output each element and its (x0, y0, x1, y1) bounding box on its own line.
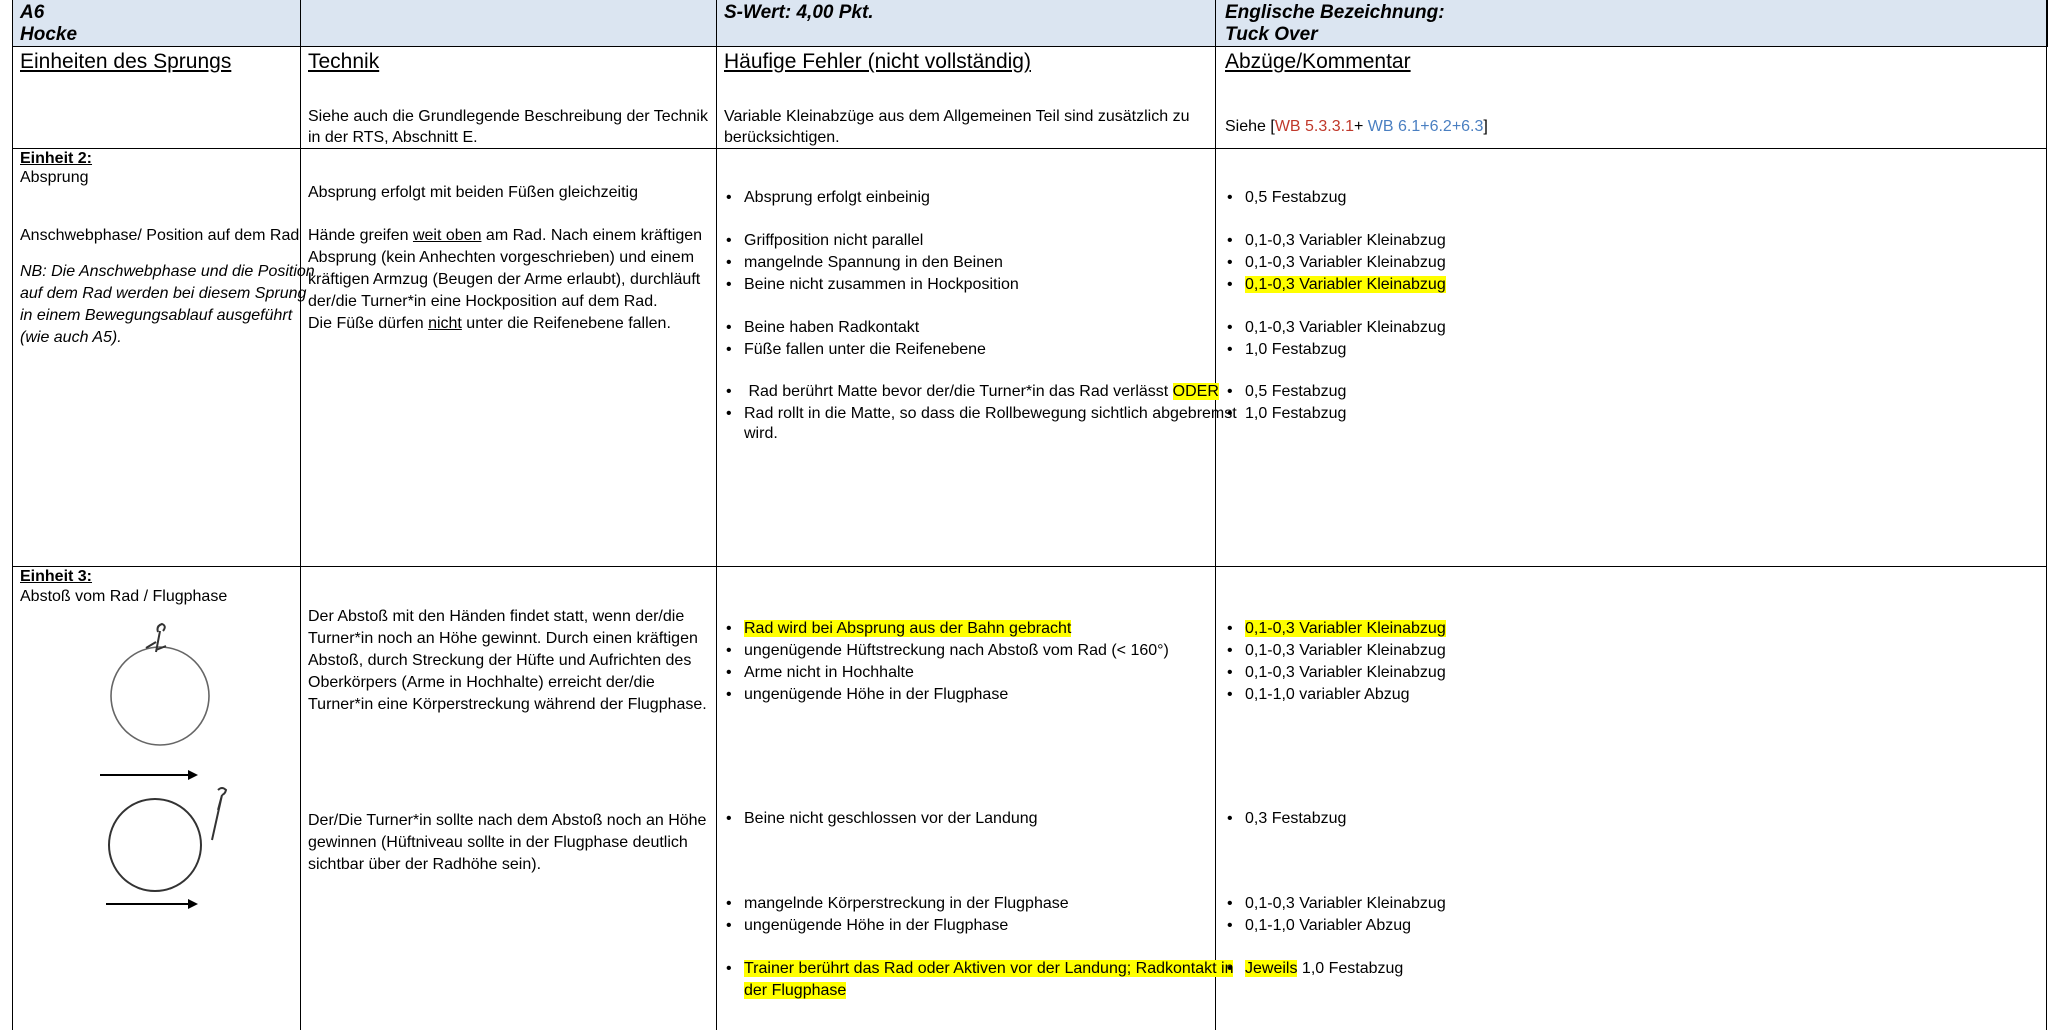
grid-line (1215, 0, 1216, 1030)
unit-3-technique-line: Der/Die Turner*in sollte nach dem Abstoß noch an Höhe (308, 812, 707, 829)
element-code: A6 (20, 2, 45, 23)
unit-2-technique-line: der/die Turner*in eine Hockposition auf dem Rad. (308, 293, 658, 310)
unit-2-deduction (1225, 274, 1446, 296)
unit-3-deduction: • 0,1-1,0 Variabler Abzug (1225, 915, 1411, 937)
wheel-circle (109, 799, 201, 891)
highlight-error: Trainer berührt das Rad oder Aktiven vor der Landung; Radkontakt in (744, 960, 1234, 977)
unit-2-error-item-cont: wird. (744, 425, 778, 442)
text-run: 1,0 Festabzug (1297, 960, 1404, 977)
s-value: S-Wert: 4,00 Pkt. (724, 2, 874, 23)
wheel-figure-flight (98, 780, 278, 915)
header-row (12, 0, 2048, 47)
unit-2-error-item: • Füße fallen unter die Reifenebene (724, 339, 986, 361)
wheel-figure-pushoff (92, 610, 282, 780)
unit-2-deduction: • 1,0 Festabzug (1225, 339, 1346, 361)
unit-3-deduction: • 0,1-1,0 variabler Abzug (1225, 684, 1410, 706)
highlight-oder: ODER (1172, 383, 1219, 400)
reference-plus: + (1353, 118, 1368, 135)
unit-3-error-item (724, 618, 1071, 640)
unit-3-technique-line: Der Abstoß mit den Händen findet statt, wenn der/die (308, 608, 685, 625)
unit-2-note-line: NB: Die Anschwebphase und die Position (20, 263, 315, 280)
unit-2-title: Einheit 2: (20, 150, 93, 167)
unit-2-error-item: • mangelnde Spannung in den Beinen (724, 252, 1003, 274)
unit-3-deduction (1225, 958, 1403, 980)
grid-line (716, 0, 717, 1030)
errors-intro-line: Variable Kleinabzüge aus dem Allgemeinen Teil sind zusätzlich zu (724, 108, 1190, 125)
unit-3-error-item: • mangelnde Körperstreckung in der Flugphase (724, 893, 1069, 915)
english-label: Englische Bezeichnung: (1225, 2, 1445, 23)
unit-3-technique-line: sichtbar über der Radhöhe sein). (308, 856, 542, 873)
unit-3-error-item: • Arme nicht in Hochhalte (724, 662, 914, 684)
gymnast-stickfigure (212, 788, 226, 840)
unit-2-technique-line: kräftigen Armzug (Beugen der Arme erlaubt), durchläuft (308, 271, 701, 288)
unit-2-note-line: in einem Bewegungsablauf ausgeführt (20, 307, 293, 324)
unit-3-error-item: • ungenügende Höhe in der Flugphase (724, 915, 1008, 937)
text-run: unter die Reifenebene fallen. (461, 315, 671, 332)
column-header-technique: Technik (308, 50, 380, 73)
unit-2-error-item: • Rad rollt in die Matte, so dass die Rollbewegung sichtlich abgebremst (724, 403, 1237, 425)
unit-3-error-item-cont (744, 980, 846, 1002)
unit-3-title: Einheit 3: (20, 568, 93, 585)
highlight-jeweils: Jeweils (1245, 960, 1298, 977)
unit-3-technique-line: gewinnen (Hüftniveau sollte in der Flugphase deutlich (308, 834, 688, 851)
unit-2-technique-line (308, 225, 702, 247)
unit-3-deduction: • 0,3 Festabzug (1225, 808, 1346, 830)
unit-3-error-item: • Beine nicht geschlossen vor der Landung (724, 808, 1038, 830)
reference-suffix: ] (1483, 118, 1488, 135)
unit-3-technique-line: Oberkörpers (Arme in Hochhalte) erreicht der/die (308, 674, 655, 691)
evaluation-table (12, 0, 2048, 1030)
unit-3-subtitle: Abstoß vom Rad / Flugphase (20, 588, 228, 605)
text-run: am Rad. Nach einem kräftigen (481, 227, 703, 244)
unit-3-error-item: • ungenügende Hüftstreckung nach Abstoß vom Rad (< 160°) (724, 640, 1169, 662)
technique-intro-line: Siehe auch die Grundlegende Beschreibung der Technik (308, 108, 708, 125)
unit-3-technique-line: Turner*in eine Körperstreckung während der Flugphase. (308, 696, 707, 713)
unit-2-technique-line (308, 313, 671, 335)
wheel-circle (111, 647, 209, 745)
unit-2-error-item: • Griffposition nicht parallel (724, 230, 923, 252)
unit-2-note-line: auf dem Rad werden bei diesem Sprung (20, 285, 307, 302)
reference-link-wb-5331: WB 5.3.3.1 (1274, 118, 1354, 135)
reference-prefix: Siehe [ (1225, 118, 1275, 135)
element-name: Hocke (20, 24, 78, 45)
unit-2-note-line: (wie auch A5). (20, 329, 122, 346)
grid-line (2046, 0, 2047, 1030)
unit-3-deduction: • 0,1-0,3 Variabler Kleinabzug (1225, 640, 1446, 662)
reference-link-wb-61: WB 6.1+6.2+6.3 (1367, 118, 1484, 135)
unit-2-deduction: • 0,1-0,3 Variabler Kleinabzug (1225, 317, 1446, 339)
technique-intro-line: in der RTS, Abschnitt E. (308, 129, 478, 146)
highlight-error: der Flugphase (744, 982, 847, 999)
grid-line (12, 46, 2047, 47)
unit-2-deduction: • 0,5 Festabzug (1225, 381, 1346, 403)
text-run: Die Füße dürfen (308, 315, 429, 332)
unit-3-technique-line: Turner*in noch an Höhe gewinnt. Durch einen kräftigen (308, 630, 698, 647)
text-run: Rad berührt Matte bevor der/die Turner*in das Rad verlässt (748, 383, 1169, 400)
unit-2-deduction: • 1,0 Festabzug (1225, 403, 1346, 425)
arrow-head (188, 770, 198, 780)
column-header-deductions: Abzüge/Kommentar (1225, 50, 1411, 73)
unit-3-deduction (1225, 618, 1446, 640)
unit-3-error-item (724, 958, 1233, 980)
text-run: Hände greifen (308, 227, 413, 244)
unit-3-technique-line: Abstoß, durch Streckung der Hüfte und Aufrichten des (308, 652, 692, 669)
unit-2-error-item: • Beine haben Radkontakt (724, 317, 919, 339)
highlight-error: Rad wird bei Absprung aus der Bahn gebracht (744, 620, 1072, 637)
unit-2-deduction: • 0,1-0,3 Variabler Kleinabzug (1225, 230, 1446, 252)
unit-2-technique-line: Absprung (kein Anhechten vorgeschrieben) und einem (308, 249, 695, 266)
column-header-errors: Häufige Fehler (nicht vollständig) (724, 50, 1031, 73)
column-header-units: Einheiten des Sprungs (20, 50, 232, 73)
unit-3-deduction: • 0,1-0,3 Variabler Kleinabzug (1225, 662, 1446, 684)
text-run: weit oben (412, 227, 482, 244)
unit-2-deduction: • 0,1-0,3 Variabler Kleinabzug (1225, 252, 1446, 274)
english-name: Tuck Over (1225, 24, 1318, 45)
grid-line (12, 566, 2047, 567)
unit-3-error-item: • ungenügende Höhe in der Flugphase (724, 684, 1008, 706)
highlight-deduction: 0,1-0,3 Variabler Kleinabzug (1245, 620, 1446, 637)
deduction-reference (1225, 116, 1488, 138)
grid-line (300, 0, 301, 1030)
unit-3-deduction: • 0,1-0,3 Variabler Kleinabzug (1225, 893, 1446, 915)
unit-2-error-item: • Absprung erfolgt einbeinig (724, 187, 930, 209)
errors-intro-line: berücksichtigen. (724, 129, 840, 146)
unit-2-error-item (724, 381, 1219, 403)
unit-2-approach-label: Anschwebphase/ Position auf dem Rad (20, 227, 300, 244)
arrow-head (188, 899, 198, 909)
unit-2-technique-takeoff: Absprung erfolgt mit beiden Füßen gleichzeitig (308, 184, 638, 201)
unit-2-deduction: • 0,5 Festabzug (1225, 187, 1346, 209)
highlight-deduction: 0,1-0,3 Variabler Kleinabzug (1245, 276, 1446, 293)
unit-2-error-item: • Beine nicht zusammen in Hockposition (724, 274, 1019, 296)
text-run: nicht (428, 315, 462, 332)
grid-line (12, 0, 13, 1030)
unit-2-takeoff-label: Absprung (20, 169, 89, 186)
